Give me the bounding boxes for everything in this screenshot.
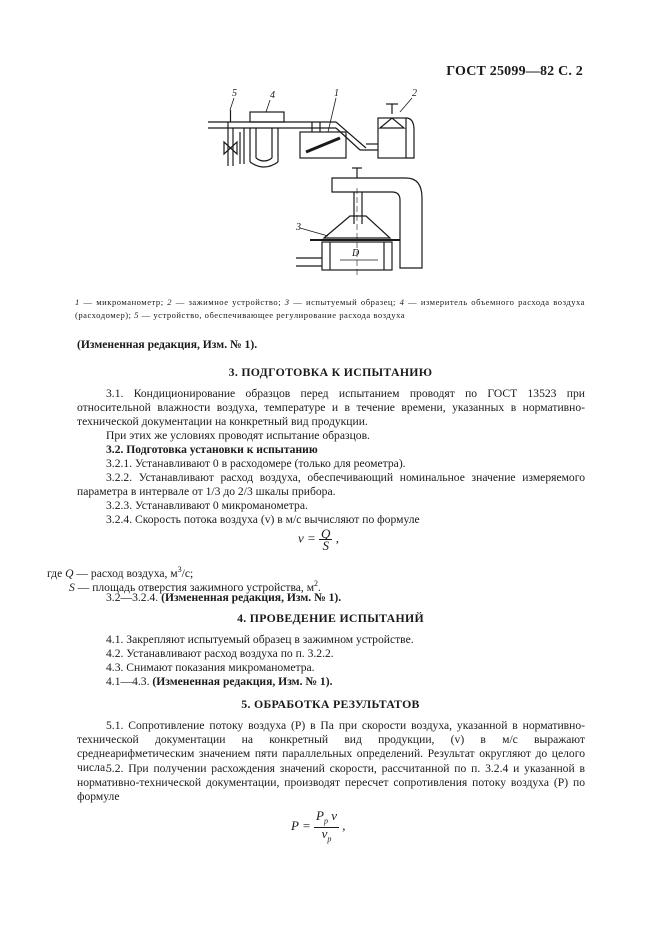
formula-resistance: P = $\frac{P_р v}{v_р}$ , — [291, 808, 346, 844]
para-4-2: 4.2. Устанавливают расход воздуха по п. 3.2.2. — [106, 647, 334, 660]
para-3-2-3: 3.2.3. Устанавливают 0 микроманометра. — [106, 499, 308, 512]
para-5-2: 5.2. При получении расхождения значений скорости, рассчитанной по п. 3.2.4 и указанной в нормативно-технической документации, производят пересчет сопротивления потоку воздуха (P) по формуле — [77, 762, 585, 803]
label-5: 5 — [232, 88, 237, 99]
flowmeter-top — [250, 112, 284, 122]
para-3-1: 3.1. Кондиционирование образцов перед испытанием проводят по ГОСТ 13523 при относительной влажности воздуха, температуре и в течение времени, указанных в нормативно-технической документации на конкретный вид продукции. — [77, 387, 585, 428]
para-3-1b: При этих же условиях проводят испытание образцов. — [106, 429, 370, 442]
para-3-2-4: 3.2.4. Скорость потока воздуха (v) в м/с вычисляют по формуле — [106, 513, 420, 526]
where-s: S — площадь отверстия зажимного устройства, $м^2$. — [69, 579, 321, 594]
para-5-1: 5.1. Сопротивление потоку воздуха (P) в Па при скорости воздуха, указанной в нормативно-технической документации на конкретный вид продукции, (v) в м/с выражают среднеарифметическим значением пяти параллельных определений. Результат округляют до целого числа. — [77, 719, 585, 774]
amendment-3-2: 3.2—3.2.4. (Измененная редакция, Изм. № 1). — [106, 591, 342, 604]
section-4-title: 4. ПРОВЕДЕНИЕ ИСПЫТАНИЙ — [237, 611, 424, 625]
para-3-2-heading: 3.2. Подготовка установки к испытанию — [106, 443, 318, 456]
label-3: 3 — [296, 222, 301, 233]
document-header: ГОСТ 25099—82 С. 2 — [446, 64, 583, 79]
amendment-4: 4.1—4.3. (Измененная редакция, Изм. № 1). — [106, 675, 333, 688]
para-3-2-1: 3.2.1. Устанавливают 0 в расходомере (только для реометра). — [106, 457, 406, 470]
apparatus-diagram — [200, 88, 440, 288]
para-4-3: 4.3. Снимают показания микроманометра. — [106, 661, 315, 674]
label-4: 4 — [270, 90, 275, 101]
valve-5 — [224, 142, 237, 154]
where-q: где Q — расход воздуха, $м^3/с$; — [47, 565, 194, 580]
clamp-frame — [332, 178, 422, 268]
formula-velocity: v = $\frac{Q}{S}$ , — [298, 526, 339, 553]
label-2: 2 — [412, 88, 417, 99]
section-5-title: 5. ОБРАБОТКА РЕЗУЛЬТАТОВ — [241, 697, 420, 711]
para-3-2-2: 3.2.2. Устанавливают расход воздуха, обеспечивающий номинальное значение измеряемого параметра в интервале от 1/3 до 2/3 шкалы прибора. — [77, 471, 585, 498]
label-1: 1 — [334, 88, 339, 99]
para-4-1: 4.1. Закрепляют испытуемый образец в зажимном устройстве. — [106, 633, 414, 646]
figure-caption: 1 — микроманометр; 2 — зажимное устройство; 3 — испытуемый образец; 4 — измеритель объемного расхода воздуха (расходомер); 5 — устройство, обеспечивающее регулирование расхода воздуха — [75, 297, 586, 320]
label-d: D — [352, 248, 360, 259]
section-3-title: 3. ПОДГОТОВКА К ИСПЫТАНИЮ — [228, 365, 433, 379]
amendment-note: (Измененная редакция, Изм. № 1). — [77, 338, 258, 351]
clamp-device-2 — [378, 118, 406, 158]
